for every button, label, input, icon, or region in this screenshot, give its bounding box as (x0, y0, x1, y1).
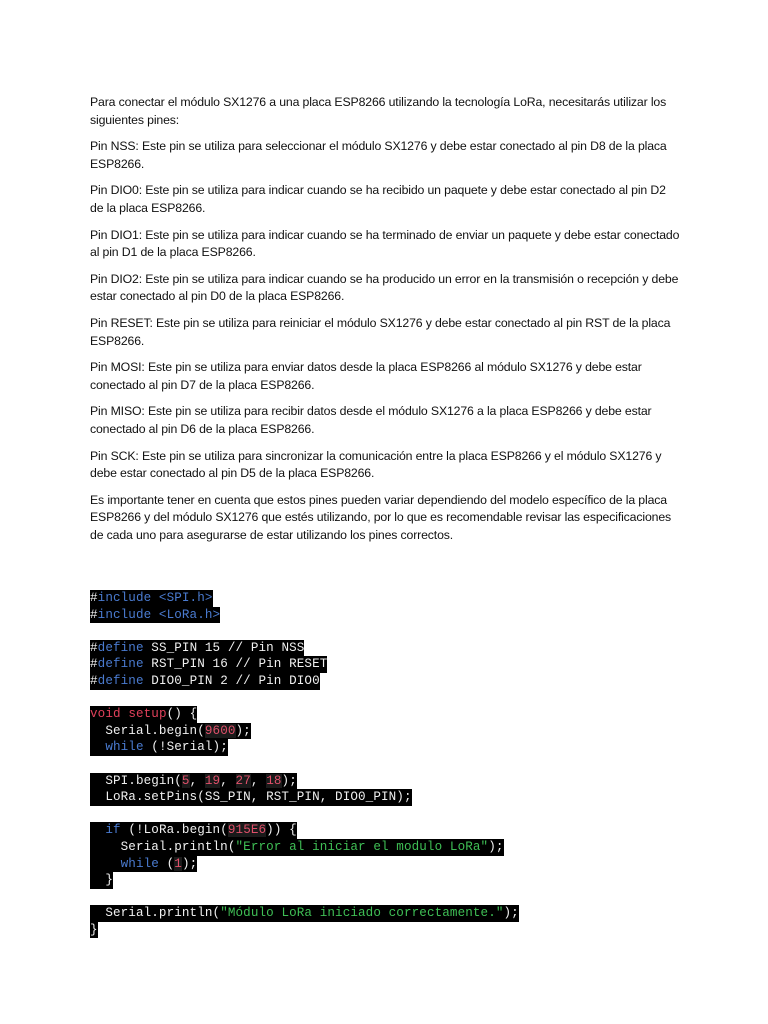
pin-nss-paragraph: Pin NSS: Este pin se utiliza para seleccionar el módulo SX1276 y debe estar conectado al pin D8 de la placa ESP8266. (90, 139, 667, 171)
code-line (90, 839, 519, 856)
code-token: Serial.println( (90, 839, 236, 854)
code-token: 5 (181, 773, 190, 788)
code-token: (!LoRa.begin( (120, 823, 228, 838)
code-token: # (90, 673, 98, 688)
code-token: 19 (204, 773, 221, 788)
code-highlight (90, 773, 297, 790)
code-token: while (120, 856, 159, 871)
code-token: ( (158, 856, 175, 871)
code-line (90, 822, 519, 839)
code-token: if (105, 823, 121, 838)
code-token: 27 (235, 773, 251, 788)
code-token: define (97, 673, 144, 688)
code-token: )) { (266, 823, 297, 838)
code-token (90, 857, 121, 871)
code-highlight (90, 656, 327, 673)
code-token: Serial.begin( (90, 723, 205, 738)
code-line (90, 789, 519, 806)
code-token: SPI.begin( (90, 773, 182, 788)
code-line (90, 889, 519, 906)
closing-paragraph: Es importante tener en cuenta que estos pines pueden variar dependiendo del modelo específico de la placa ESP8266 y del módulo SX1276 que estés utilizando, por lo que es recomendable revisar las especificaciones de cada uno para asegurarse de estar utilizando los pines correctos. (90, 492, 672, 542)
code-token: ); (281, 773, 297, 788)
code-token: () { (166, 707, 198, 722)
code-block (90, 590, 519, 938)
code-highlight (90, 872, 113, 889)
code-line (90, 723, 519, 740)
code-line (90, 590, 519, 607)
code-token: ); (181, 856, 198, 871)
code-token: void (90, 707, 121, 722)
code-token: ); (503, 906, 519, 921)
code-token: define (97, 657, 144, 672)
code-highlight (90, 922, 98, 939)
code-token: 915E6 (227, 823, 267, 838)
code-token: } (90, 873, 113, 888)
code-line (90, 623, 519, 640)
code-token: "Módulo LoRa iniciado correctamente." (220, 906, 504, 921)
code-highlight (90, 673, 320, 690)
code-line (90, 640, 519, 657)
code-highlight (90, 856, 197, 873)
code-token: DIO0_PIN 2 // Pin DIO0 (143, 673, 320, 688)
code-token: # (90, 607, 98, 622)
pin-sck-paragraph: Pin SCK: Este pin se utiliza para sincronizar la comunicación entre la placa ESP8266 y el módulo SX1276 y debe estar conectado al pin D5 de la placa ESP8266. (90, 448, 662, 481)
code-token: RST_PIN 16 // Pin RESET (143, 657, 328, 672)
code-line (90, 673, 519, 690)
pin-mosi-paragraph: Pin MOSI: Este pin se utiliza para enviar datos desde la placa ESP8266 al módulo SX1276 y debe estar conectado al pin D7 de la placa ESP8266. (90, 360, 642, 392)
code-token: , (189, 773, 205, 788)
code-token: # (90, 640, 98, 655)
code-token: "Error al iniciar el modulo LoRa" (235, 839, 489, 854)
code-token: (!Serial); (143, 740, 228, 755)
pin-dio2-paragraph: Pin DIO2: Este pin se utiliza para indicar cuando se ha producido un error en la transmisión o recepción y debe estar conectado al pin D0 de la placa ESP8266. (90, 271, 679, 304)
code-highlight (90, 723, 251, 740)
code-line (90, 656, 519, 673)
code-line (90, 706, 519, 723)
code-token: 9600 (204, 723, 236, 738)
code-highlight (90, 590, 213, 607)
code-highlight (90, 905, 519, 922)
code-token: while (105, 740, 144, 755)
code-line (90, 856, 519, 873)
code-line (90, 922, 519, 939)
code-highlight (90, 706, 197, 723)
code-token: 1 (174, 856, 182, 871)
code-token: include <LoRa.h> (97, 607, 221, 622)
code-line (90, 690, 519, 707)
code-token: setup (128, 707, 167, 722)
document-body (90, 94, 682, 553)
code-token: # (90, 591, 98, 605)
code-highlight (90, 789, 412, 806)
code-line (90, 607, 519, 624)
code-line (90, 739, 519, 756)
code-line (90, 773, 519, 790)
code-token: SS_PIN 15 // Pin NSS (143, 640, 305, 655)
code-token: } (90, 922, 98, 937)
pin-reset-paragraph: Pin RESET: Este pin se utiliza para reiniciar el módulo SX1276 y debe estar conectado al pin RST de la placa ESP8266. (90, 315, 671, 348)
pin-dio1-paragraph: Pin DIO1: Este pin se utiliza para indicar cuando se ha terminado de enviar un paquete y debe estar conectado al pin D1 de la placa ESP8266. (90, 227, 680, 260)
code-token: LoRa.setPins(SS_PIN, RST_PIN, DIO0_PIN); (90, 790, 412, 805)
code-token: Serial.println( (90, 906, 221, 921)
code-line (90, 905, 519, 922)
code-token: # (90, 657, 98, 672)
code-line (90, 872, 519, 889)
code-token: ); (488, 839, 504, 854)
code-highlight (90, 839, 504, 856)
code-line (90, 806, 519, 823)
code-token (90, 823, 105, 837)
code-token: 18 (266, 773, 282, 788)
code-token: ); (235, 723, 251, 738)
code-line (90, 756, 519, 773)
code-highlight (90, 607, 220, 624)
code-token: , (220, 773, 236, 788)
code-highlight (90, 739, 228, 756)
code-token: , (250, 773, 267, 788)
code-token: define (97, 640, 144, 655)
pin-miso-paragraph: Pin MISO: Este pin se utiliza para recibir datos desde el módulo SX1276 a la placa ESP8266 y debe estar conectado al pin D6 de la placa ESP8266. (90, 404, 652, 436)
code-token: include <SPI.h> (97, 591, 213, 605)
code-token (90, 740, 105, 754)
intro-paragraph: Para conectar el módulo SX1276 a una placa ESP8266 utilizando la tecnología LoRa, necesitarás utilizar los siguientes pines: (90, 95, 667, 127)
code-highlight (90, 640, 304, 657)
pin-dio0-paragraph: Pin DIO0: Este pin se utiliza para indicar cuando se ha recibido un paquete y debe estar conectado al pin D2 de la placa ESP8266. (90, 183, 666, 215)
code-highlight (90, 822, 297, 839)
